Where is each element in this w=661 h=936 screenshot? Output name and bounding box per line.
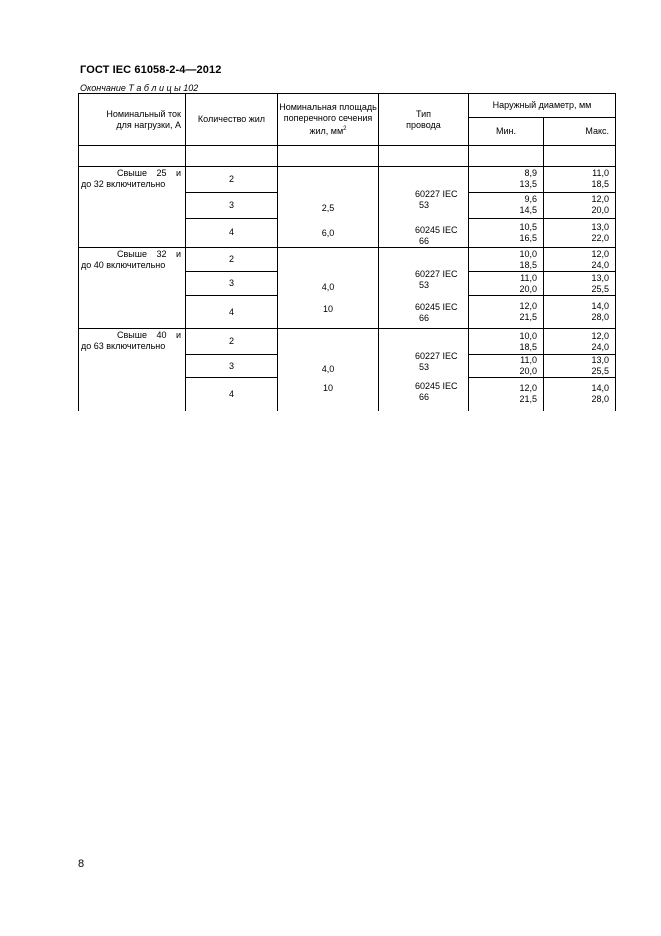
type-cell xyxy=(379,248,469,329)
max-value: 12,0 xyxy=(591,194,609,205)
page-number: 8 xyxy=(78,858,85,870)
header-current xyxy=(79,94,186,146)
current-and: и xyxy=(175,249,181,259)
current-range xyxy=(79,329,186,411)
min-value: 18,5 xyxy=(519,341,537,352)
min-cell xyxy=(469,192,544,218)
header-cores xyxy=(186,94,278,146)
max-value: 13,0 xyxy=(591,272,609,283)
max-value: 14,0 xyxy=(591,383,609,394)
max-value: 12,0 xyxy=(591,248,609,259)
cable-table xyxy=(78,93,616,411)
table-row xyxy=(79,167,616,193)
max-value: 25,5 xyxy=(591,283,609,294)
empty-cell xyxy=(544,146,616,167)
type-value-b1: 60245 IEC xyxy=(415,225,458,235)
min-value: 21,5 xyxy=(519,312,537,322)
header-area xyxy=(278,94,379,146)
max-cell xyxy=(544,167,616,193)
min-value: 20,0 xyxy=(519,283,537,294)
area-cell xyxy=(278,329,379,411)
max-cell xyxy=(544,378,616,411)
min-value: 12,0 xyxy=(519,383,537,394)
current-value: 40 xyxy=(156,330,167,340)
min-value: 16,5 xyxy=(519,232,537,243)
min-cell xyxy=(469,218,544,247)
header-area-sup: 2 xyxy=(343,126,347,132)
current-range xyxy=(79,248,186,329)
area-cell xyxy=(278,167,379,248)
type-value-a2: 53 xyxy=(419,280,430,290)
max-value: 11,0 xyxy=(592,168,609,179)
min-value: 11,0 xyxy=(520,355,537,365)
type-value-a1: 60227 IEC xyxy=(415,189,458,199)
min-value: 9,6 xyxy=(524,194,537,205)
type-value-a2: 53 xyxy=(419,200,430,210)
max-cell xyxy=(544,296,616,329)
current-word: Свыше xyxy=(117,330,147,340)
table-row xyxy=(79,248,616,272)
max-cell xyxy=(544,218,616,247)
header-current-text: Номинальный ток для нагрузки, А xyxy=(106,108,181,130)
header-diameter: Наружный диаметр, мм xyxy=(469,94,616,118)
header-type xyxy=(379,94,469,146)
min-cell xyxy=(469,296,544,329)
type-cell xyxy=(379,167,469,248)
min-cell xyxy=(469,167,544,193)
area-value-b: 6,0 xyxy=(321,228,335,238)
type-value-a1: 60227 IEC xyxy=(415,351,458,361)
max-cell xyxy=(544,329,616,355)
max-value: 22,0 xyxy=(591,232,609,243)
min-cell xyxy=(469,329,544,355)
cores-cell: 3 xyxy=(186,272,278,296)
min-value: 8,9 xyxy=(524,168,537,179)
type-value-a2: 53 xyxy=(419,362,430,372)
max-value: 25,5 xyxy=(591,366,609,376)
current-upper: до 32 включительно xyxy=(81,179,166,189)
min-value: 12,0 xyxy=(519,301,537,311)
current-upper: до 63 включительно xyxy=(81,341,166,351)
header-area-text: Номинальная площадь поперечного сечения жил, мм xyxy=(279,102,377,136)
max-value: 24,0 xyxy=(591,259,609,270)
current-word: Свыше xyxy=(117,168,147,178)
max-value: 12,0 xyxy=(591,330,609,341)
current-range xyxy=(79,167,186,248)
area-value-a: 2,5 xyxy=(321,203,335,213)
cores-cell: 4 xyxy=(186,378,278,411)
type-value-a1: 60227 IEC xyxy=(415,269,458,279)
current-and: и xyxy=(175,168,181,178)
type-value-b2: 66 xyxy=(419,313,430,323)
type-cell xyxy=(379,329,469,411)
min-value: 18,5 xyxy=(519,259,537,270)
max-value: 20,0 xyxy=(591,205,609,216)
max-value: 14,0 xyxy=(591,301,609,311)
max-cell xyxy=(544,192,616,218)
cores-cell: 4 xyxy=(186,218,278,247)
empty-cell xyxy=(469,146,544,167)
min-cell xyxy=(469,355,544,378)
current-value: 25 xyxy=(156,168,167,178)
current-word: Свыше xyxy=(117,249,147,259)
current-upper: до 40 включительно xyxy=(81,260,166,270)
cores-cell: 4 xyxy=(186,296,278,329)
area-value-a: 4,0 xyxy=(321,282,335,292)
max-value: 28,0 xyxy=(591,312,609,322)
cores-cell: 2 xyxy=(186,329,278,355)
max-cell xyxy=(544,248,616,272)
max-cell xyxy=(544,272,616,296)
min-value: 20,0 xyxy=(519,366,537,376)
document-header: ГОСТ IEC 61058-2-4—2012 xyxy=(80,64,222,76)
min-value: 10,0 xyxy=(519,330,537,341)
cores-cell: 2 xyxy=(186,167,278,193)
header-max: Макс. xyxy=(544,118,616,146)
min-value: 10,0 xyxy=(519,248,537,259)
type-value-b2: 66 xyxy=(419,236,430,246)
min-value: 13,5 xyxy=(519,179,537,190)
type-value-b2: 66 xyxy=(419,392,430,402)
header-cores-text: Количество жил xyxy=(197,114,266,124)
max-value: 24,0 xyxy=(591,341,609,352)
max-value: 13,0 xyxy=(591,355,609,365)
area-value-b: 10 xyxy=(322,304,333,314)
min-cell xyxy=(469,378,544,411)
min-cell xyxy=(469,248,544,272)
min-value: 10,5 xyxy=(519,221,537,232)
header-min: Мин. xyxy=(469,118,544,146)
cores-cell: 3 xyxy=(186,355,278,378)
max-value: 13,0 xyxy=(591,221,609,232)
area-cell xyxy=(278,248,379,329)
area-value-b: 10 xyxy=(322,383,333,393)
table-row xyxy=(79,329,616,355)
min-value: 14,5 xyxy=(519,205,537,216)
current-value: 32 xyxy=(156,249,167,259)
min-value: 11,0 xyxy=(520,272,537,283)
max-value: 28,0 xyxy=(591,394,609,405)
header-type-text: Тип провода xyxy=(406,108,441,130)
empty-cell xyxy=(186,146,278,167)
empty-cell xyxy=(379,146,469,167)
cores-cell: 3 xyxy=(186,192,278,218)
max-cell xyxy=(544,355,616,378)
table-caption: Окончание Т а б л и ц ы 102 xyxy=(80,83,199,93)
empty-cell xyxy=(278,146,379,167)
min-cell xyxy=(469,272,544,296)
area-value-a: 4,0 xyxy=(321,364,335,374)
max-value: 18,5 xyxy=(591,179,609,190)
type-value-b1: 60245 IEC xyxy=(415,381,458,391)
current-and: и xyxy=(175,330,181,340)
cores-cell: 2 xyxy=(186,248,278,272)
type-value-b1: 60245 IEC xyxy=(415,302,458,312)
empty-cell xyxy=(79,146,186,167)
min-value: 21,5 xyxy=(519,394,537,405)
